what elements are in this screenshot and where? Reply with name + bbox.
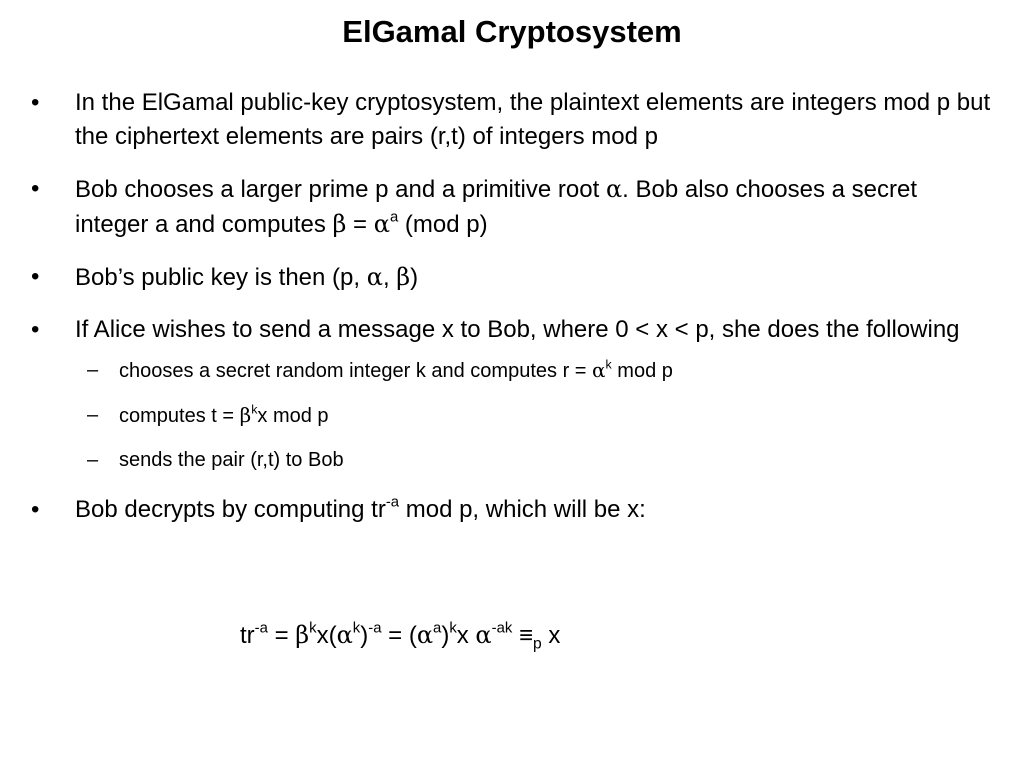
bullet-item-plaintext bbox=[31, 86, 991, 154]
exponent: k bbox=[251, 402, 258, 417]
slide-title: ElGamal Cryptosystem bbox=[342, 14, 682, 49]
beta-symbol: β bbox=[396, 263, 411, 291]
closing-paren: ) bbox=[410, 264, 419, 291]
sub-bullet-text: mod p bbox=[611, 360, 673, 382]
comma: , bbox=[382, 264, 397, 291]
alpha-symbol: α bbox=[336, 621, 353, 649]
exponent: k bbox=[309, 620, 317, 637]
formula-term: x bbox=[456, 622, 476, 649]
sub-bullet-item bbox=[75, 400, 991, 431]
sub-bullet-list bbox=[75, 355, 991, 475]
modulus-subscript: p bbox=[532, 635, 542, 653]
sub-bullet-text: chooses a secret random integer k and computes r = bbox=[119, 360, 593, 382]
bullet-item-alice-sends bbox=[31, 313, 991, 475]
bullet-text: Bob’s public key is then (p, bbox=[75, 264, 367, 291]
bullet-marker: • bbox=[31, 263, 40, 290]
exponent: a bbox=[433, 620, 442, 637]
formula-term: x bbox=[541, 622, 561, 649]
bullet-item-bob-decrypts bbox=[31, 493, 991, 527]
exponent: -a bbox=[368, 620, 382, 637]
exponent: a bbox=[389, 209, 399, 226]
bullet-marker: • bbox=[31, 89, 40, 116]
bullet-item-bob-chooses bbox=[31, 172, 991, 242]
bullet-marker: • bbox=[31, 496, 40, 523]
bullet-item-public-key bbox=[31, 260, 991, 295]
alpha-symbol: α bbox=[592, 358, 606, 382]
dash-marker: – bbox=[87, 359, 99, 381]
sub-bullet-item bbox=[75, 445, 991, 475]
sub-bullet-item bbox=[75, 355, 991, 386]
bullet-text: (mod p) bbox=[398, 211, 488, 238]
alpha-symbol: α bbox=[416, 621, 434, 649]
formula-term: tr bbox=[240, 622, 255, 649]
alpha-symbol: α bbox=[373, 210, 390, 238]
beta-symbol: β bbox=[239, 403, 252, 427]
bullet-text: In the ElGamal public-key cryptosystem, the plaintext elements are integers mod p but the ciphertext elements are pairs (r,t) of integers mod p bbox=[75, 89, 991, 150]
bullet-text: If Alice wishes to send a message x to Bob, where 0 < x < p, she does the following bbox=[75, 316, 960, 343]
beta-symbol: β bbox=[295, 621, 310, 649]
bullet-text: Bob decrypts by computing tr bbox=[75, 496, 386, 523]
dash-marker: – bbox=[87, 404, 99, 426]
equals-sign: = bbox=[267, 622, 296, 649]
exponent: -a bbox=[254, 620, 268, 637]
bullet-text: Bob chooses a larger prime p and a primitive root bbox=[75, 176, 606, 203]
congruence-symbol: ≡ bbox=[512, 622, 533, 649]
alpha-symbol: α bbox=[366, 263, 383, 291]
sub-bullet-text: x mod p bbox=[257, 405, 329, 427]
decryption-formula bbox=[240, 618, 560, 653]
closing-paren: ) bbox=[441, 622, 450, 649]
equals-sign: = ( bbox=[381, 622, 417, 649]
exponent: -ak bbox=[491, 620, 513, 637]
exponent: k bbox=[605, 357, 612, 372]
formula-term: x( bbox=[316, 622, 337, 649]
dash-marker: – bbox=[87, 449, 99, 471]
alpha-symbol: α bbox=[605, 175, 623, 203]
bullet-marker: • bbox=[31, 316, 40, 343]
sub-bullet-text: sends the pair (r,t) to Bob bbox=[119, 449, 344, 471]
exponent: -a bbox=[385, 494, 400, 511]
bullet-text: mod p, which will be x: bbox=[399, 496, 646, 523]
alpha-symbol: α bbox=[475, 621, 492, 649]
exponent: k bbox=[449, 620, 457, 637]
equals-sign: = bbox=[346, 211, 374, 238]
bullet-text: . Bob also chooses a secret integer a and computes bbox=[75, 176, 917, 238]
closing-paren: ) bbox=[360, 622, 369, 649]
beta-symbol: β bbox=[332, 210, 347, 238]
bullet-list bbox=[31, 86, 991, 545]
bullet-marker: • bbox=[31, 175, 40, 202]
exponent: k bbox=[352, 620, 361, 637]
sub-bullet-text: computes t = bbox=[119, 405, 240, 427]
